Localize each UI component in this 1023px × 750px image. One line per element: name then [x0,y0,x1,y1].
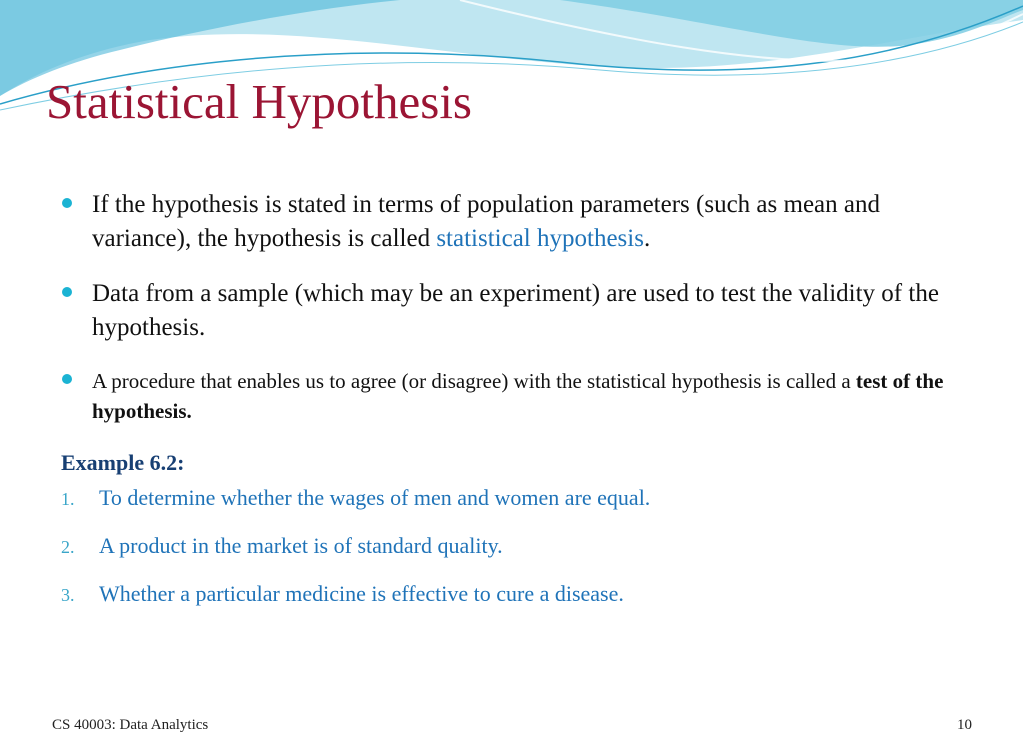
slide-title: Statistical Hypothesis [46,74,472,129]
example-item-number: 2. [61,537,75,557]
bullet-dot-icon [62,287,72,297]
footer-course: CS 40003: Data Analytics [52,717,209,733]
example-item [61,578,961,626]
bullet-text: A procedure that enables us to agree (or disagree) with the statistical hypothesis is called a [92,369,856,393]
bullet-text-end: . [643,225,651,252]
example-item-number: 3. [61,585,75,605]
example-item-text: Whether a particular medicine is effective to cure a disease. [99,581,624,606]
example-item [61,482,961,530]
bullet-list [60,188,960,426]
example-item-text: A product in the market is of standard quality. [99,533,503,558]
bullet-dot-icon [62,198,72,208]
bullet-item [60,277,960,345]
bold-term: test of the hypothesis. [92,369,944,423]
bullet-item [60,188,960,256]
bullet-text: If the hypothesis is stated in terms of population parameters (such as mean and variance), the hypothesis is called [92,191,880,252]
example-item-text: To determine whether the wages of men and women are equal. [99,485,651,510]
bullet-dot-icon [62,374,72,384]
page-number: 10 [957,717,972,733]
example-item-number: 1. [61,489,75,509]
example-heading: Example 6.2: [61,450,185,475]
bullet-item [60,366,960,426]
highlight-term: statistical hypothesis [436,225,644,252]
example-list [61,482,961,626]
bullet-text: Data from a sample (which may be an experiment) are used to test the validity of the hypothesis. [92,280,939,341]
example-item [61,530,961,578]
